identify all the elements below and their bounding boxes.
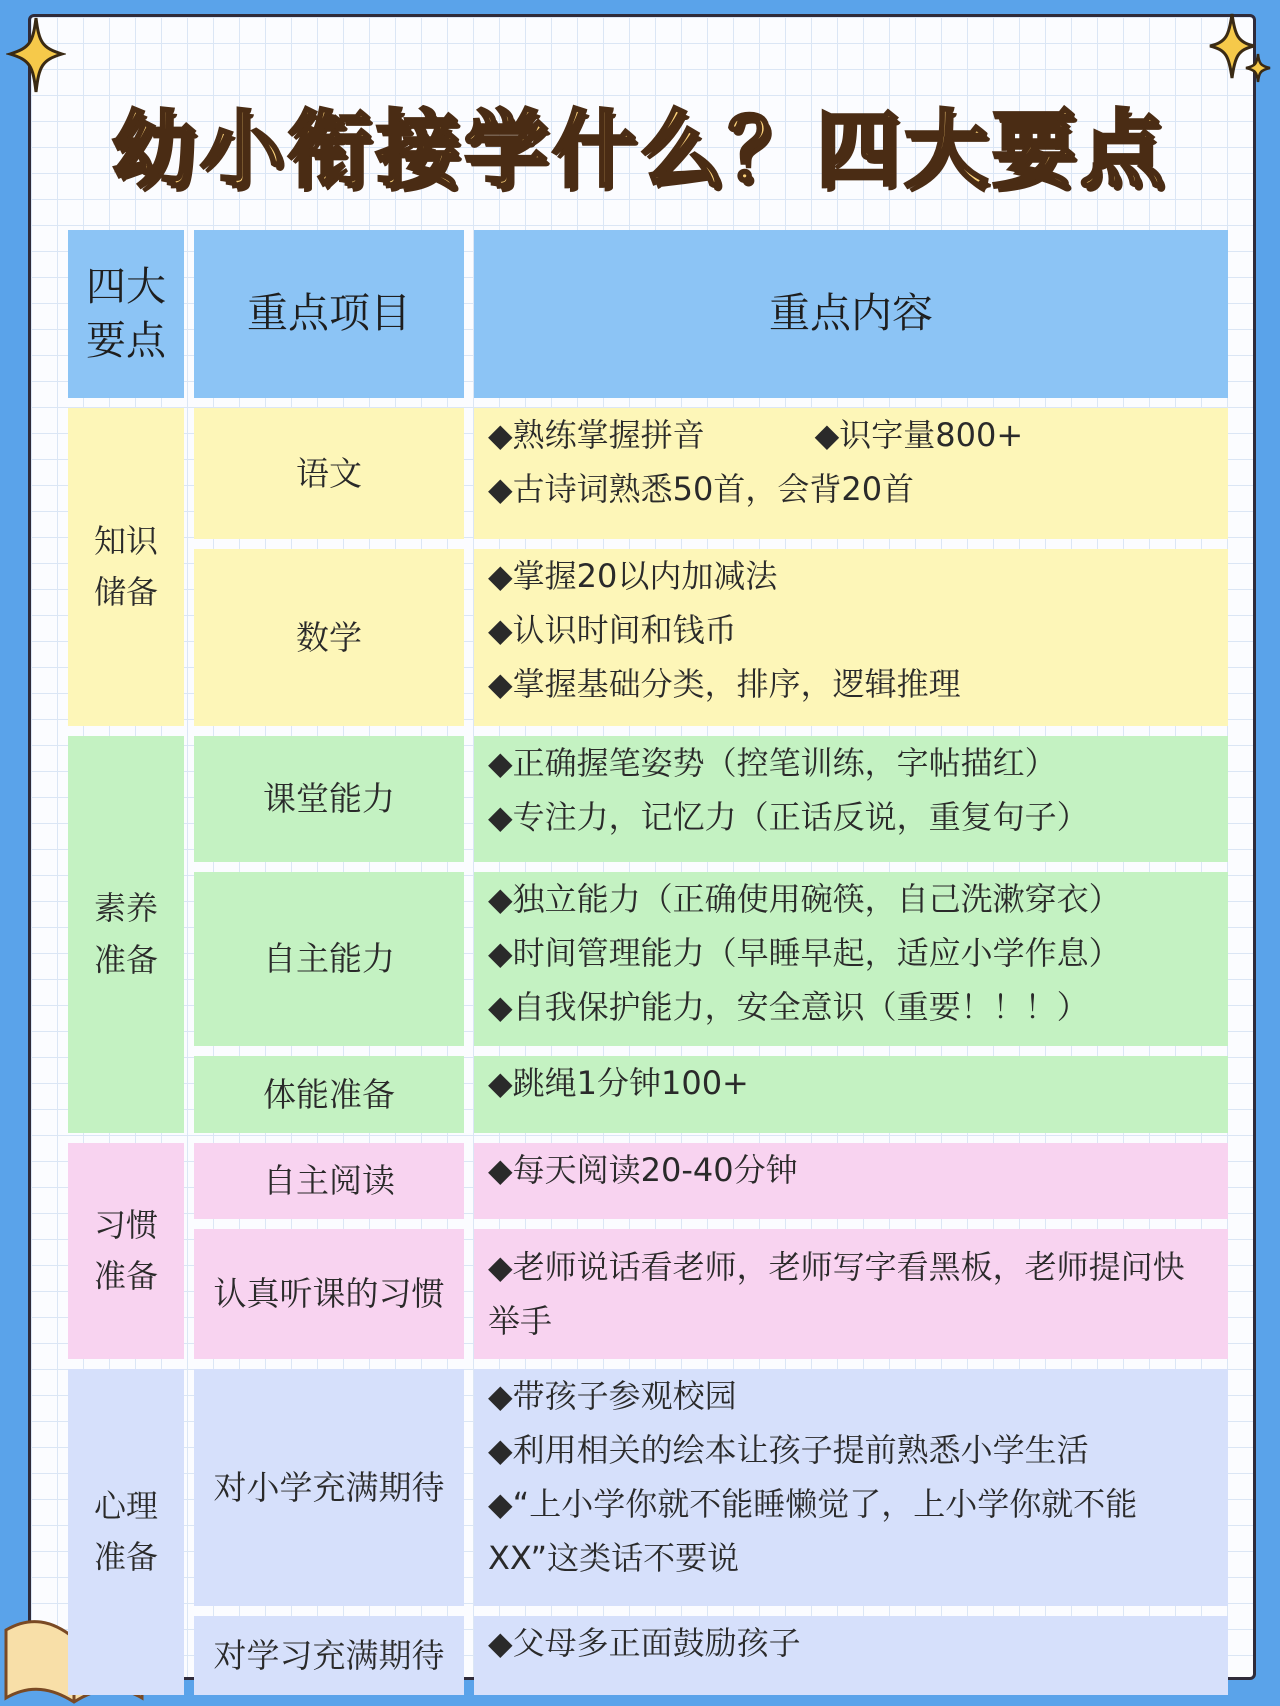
content-line: ◆掌握20以内加减法	[488, 557, 778, 595]
content-line-part: ◆熟练掌握拼音	[488, 416, 705, 454]
content-line-part: ◆识字量800+	[814, 416, 1024, 454]
content-line	[488, 408, 1023, 462]
item-physical: 体能准备	[194, 1056, 464, 1133]
content-autonomy	[474, 872, 1228, 1046]
content-line: ◆掌握基础分类，排序，逻辑推理	[488, 665, 961, 703]
content-line: ◆跳绳1分钟100+	[488, 1064, 749, 1102]
item-classroom: 课堂能力	[194, 736, 464, 862]
content-chinese	[474, 408, 1228, 539]
header-focus-content: 重点内容	[474, 230, 1228, 398]
content-math	[474, 549, 1228, 726]
item-autonomy: 自主能力	[194, 872, 464, 1046]
header-focus-item: 重点项目	[194, 230, 464, 398]
content-line: ◆认识时间和钱币	[488, 611, 737, 649]
content-line: ◆利用相关的绘本让孩子提前熟悉小学生活	[488, 1431, 1089, 1469]
content-line: ◆“上小学你就不能睡懒觉了，上小学你就不能XX”这类话不要说	[488, 1485, 1138, 1577]
category-knowledge: 知识 储备	[68, 408, 184, 726]
content-reading	[474, 1143, 1228, 1219]
item-chinese: 语文	[194, 408, 464, 539]
sparkle-star-icon	[6, 14, 66, 96]
item-study: 对学习充满期待	[194, 1616, 464, 1695]
content-physical	[474, 1056, 1228, 1133]
category-psychology: 心理 准备	[68, 1369, 184, 1695]
content-listening	[474, 1229, 1228, 1359]
sparkle-star-icon	[1208, 10, 1272, 94]
item-math: 数学	[194, 549, 464, 726]
content-study	[474, 1616, 1228, 1695]
content-line: ◆带孩子参观校园	[488, 1377, 737, 1415]
content-line: ◆正确握笔姿势（控笔训练，字帖描红）	[488, 744, 1057, 782]
content-line: ◆父母多正面鼓励孩子	[488, 1624, 801, 1662]
header-key-points: 四大 要点	[68, 230, 184, 398]
content-line: ◆自我保护能力，安全意识（重要！！！）	[488, 988, 1089, 1026]
item-listening: 认真听课的习惯	[194, 1229, 464, 1359]
content-school	[474, 1369, 1228, 1606]
content-line: ◆时间管理能力（早睡早起，适应小学作息）	[488, 934, 1121, 972]
category-habits: 习惯 准备	[68, 1143, 184, 1359]
content-classroom	[474, 736, 1228, 862]
content-line: ◆独立能力（正确使用碗筷，自己洗漱穿衣）	[488, 880, 1121, 918]
content-line: ◆老师说话看老师，老师写字看黑板，老师提问快举手	[488, 1248, 1185, 1340]
category-literacy: 素养 准备	[68, 736, 184, 1133]
content-line: ◆专注力，记忆力（正话反说，重复句子）	[488, 798, 1089, 836]
page-title: 幼小衔接学什么？四大要点	[111, 101, 1168, 199]
key-points-table	[68, 230, 1228, 1675]
item-reading: 自主阅读	[194, 1143, 464, 1219]
content-line: ◆古诗词熟悉50首，会背20首	[488, 470, 915, 508]
item-school: 对小学充满期待	[194, 1369, 464, 1606]
content-line: ◆每天阅读20-40分钟	[488, 1151, 798, 1189]
